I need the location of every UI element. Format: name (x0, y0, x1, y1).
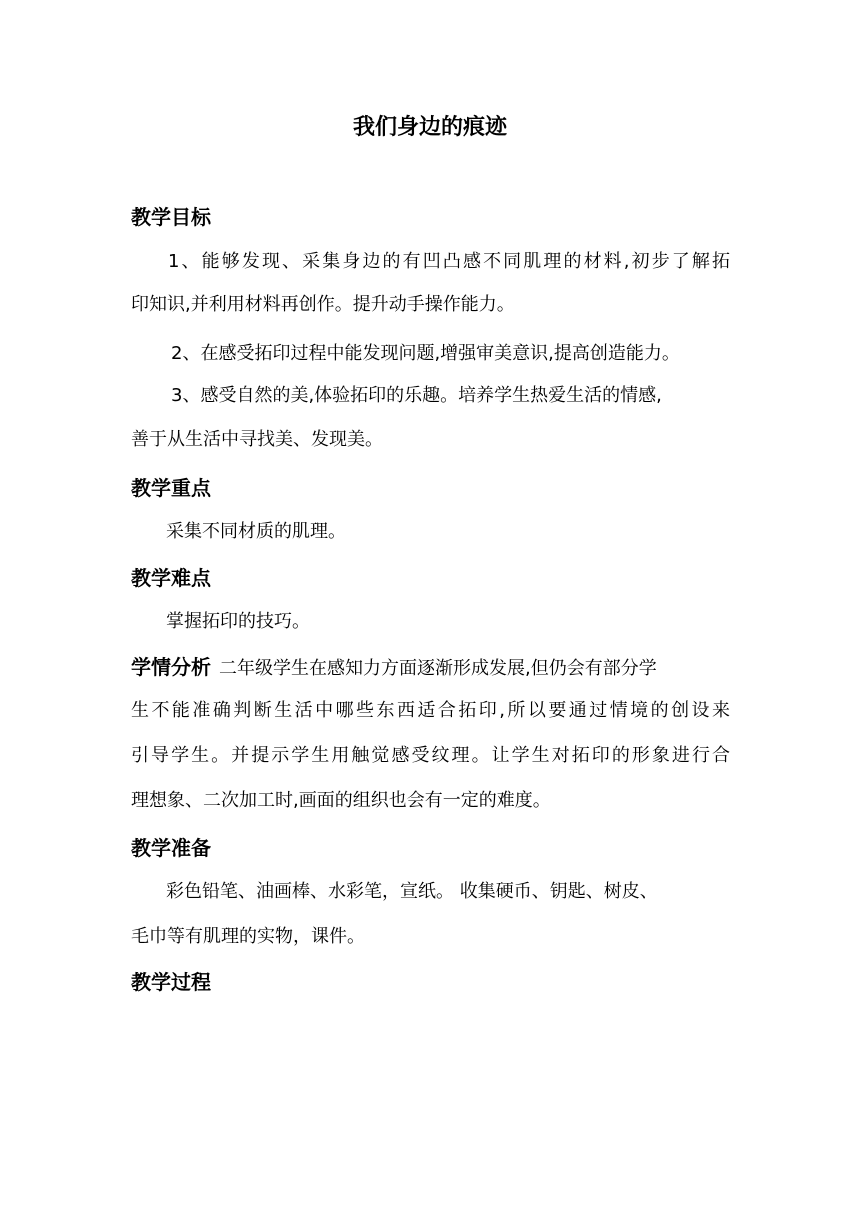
key-points-text: 采集不同材质的肌理。 (166, 521, 346, 542)
objective-2: 2、在感受拓印过程中能发现问题,增强审美意识,提高创造能力。 (171, 343, 680, 364)
analysis-line-1 (131, 654, 657, 682)
objective-1-line-2: 印知识,并利用材料再创作。提升动手操作能力。 (131, 294, 515, 315)
document-title: 我们身边的痕迹 (352, 115, 507, 140)
heading-difficulties: 教学难点 (131, 566, 211, 590)
objective-3-line-2: 善于从生活中寻找美、发现美。 (131, 429, 383, 450)
heading-key-points: 教学重点 (131, 476, 211, 500)
objective-3-line-1: 3、感受自然的美,体验拓印的乐趣。培养学生热爱生活的情感, (171, 385, 662, 406)
preparation-line-2: 毛巾等有肌理的实物，课件。 (131, 926, 365, 947)
heading-preparation: 教学准备 (131, 836, 211, 860)
analysis-line-1-text: 二年级学生在感知力方面逐渐形成发展,但仍会有部分学 (219, 658, 657, 679)
analysis-line-4: 理想象、二次加工时,画面的组织也会有一定的难度。 (131, 790, 551, 811)
objective-1-line-1: 1、能够发现、采集身边的有凹凸感不同肌理的材料,初步了解拓 (168, 251, 730, 272)
analysis-line-2: 生不能准确判断生活中哪些东西适合拓印,所以要通过情境的创设来 (131, 700, 730, 721)
heading-analysis: 学情分析 (131, 655, 211, 679)
difficulties-text: 掌握拓印的技巧。 (166, 611, 310, 632)
heading-process: 教学过程 (131, 970, 211, 994)
analysis-line-3: 引导学生。并提示学生用触觉感受纹理。让学生对拓印的形象进行合 (131, 745, 730, 766)
preparation-line-1: 彩色铅笔、油画棒、水彩笔，宣纸。 收集硬币、钥匙、树皮、 (166, 881, 658, 902)
heading-objectives: 教学目标 (131, 205, 211, 229)
